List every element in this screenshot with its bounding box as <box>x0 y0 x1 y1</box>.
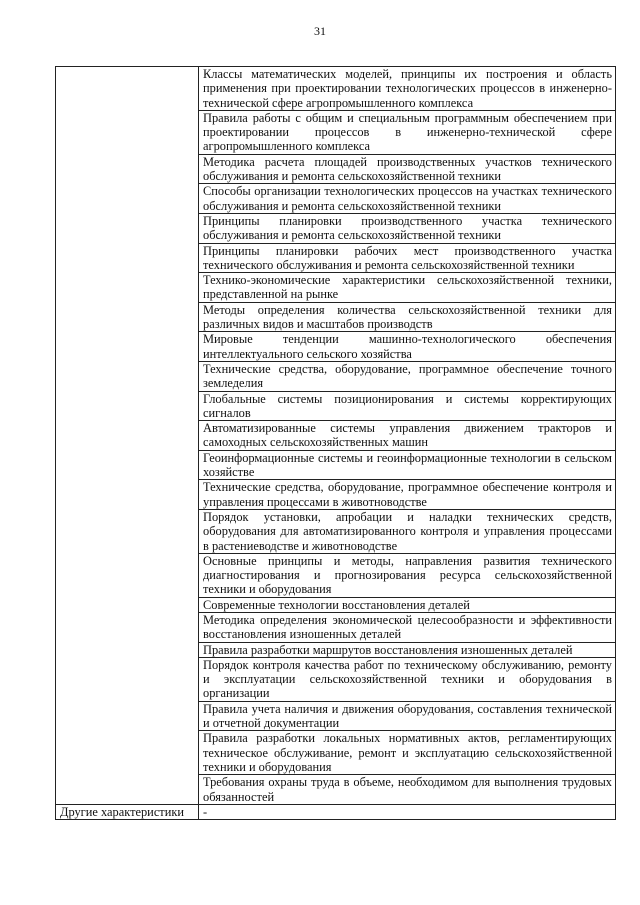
knowledge-item: Классы математических моделей, принципы их построения и область применения при проектировании технологических процессов в инженерно-технической сфере агропромышленного комплекса <box>199 67 615 111</box>
knowledge-label-cell <box>56 67 199 805</box>
knowledge-row <box>56 67 616 805</box>
knowledge-item: Правила разработки маршрутов восстановления изношенных деталей <box>199 643 615 658</box>
knowledge-item: Основные принципы и методы, направления развития технического диагностирования и прогнозирования ресурса сельскохозяйственной техники и оборудования <box>199 554 615 598</box>
other-characteristics-label: Другие характеристики <box>56 804 199 819</box>
knowledge-item: Автоматизированные системы управления движением тракторов и самоходных сельскохозяйственных машин <box>199 421 615 451</box>
other-characteristics-row <box>56 804 616 819</box>
other-characteristics-value: - <box>199 804 616 819</box>
knowledge-item: Способы организации технологических процессов на участках технического обслуживания и ремонта сельскохозяйственной техники <box>199 184 615 214</box>
page-number: 31 <box>314 24 326 38</box>
knowledge-list <box>199 67 616 805</box>
knowledge-item: Глобальные системы позиционирования и системы корректирующих сигналов <box>199 392 615 422</box>
knowledge-item: Принципы планировки рабочих мест производственного участка технического обслуживания и ремонта сельскохозяйственной техники <box>199 244 615 274</box>
knowledge-item: Геоинформационные системы и геоинформационные технологии в сельском хозяйстве <box>199 451 615 481</box>
knowledge-item: Технико-экономические характеристики сельскохозяйственной техники, представленной на рынке <box>199 273 615 303</box>
knowledge-item: Методы определения количества сельскохозяйственной техники для различных видов и масштабов производств <box>199 303 615 333</box>
requirements-table <box>55 66 616 820</box>
knowledge-item: Принципы планировки производственного участка технического обслуживания и ремонта сельскохозяйственной техники <box>199 214 615 244</box>
knowledge-item: Требования охраны труда в объеме, необходимом для выполнения трудовых обязанностей <box>203 775 612 804</box>
knowledge-item: Правила учета наличия и движения оборудования, составления технической и отчетной документации <box>199 702 615 732</box>
knowledge-item: Методика расчета площадей производственных участков технического обслуживания и ремонта сельскохозяйственной техники <box>199 155 615 185</box>
knowledge-item: Правила работы с общим и специальным программным обеспечением при проектировании процессов в инженерно-технической сфере агропромышленного комплекса <box>199 111 615 155</box>
knowledge-item: Технические средства, оборудование, программное обеспечение контроля и управления процессами в животноводстве <box>199 480 615 510</box>
knowledge-item: Правила разработки локальных нормативных актов, регламентирующих техническое обслуживание, ремонт и эксплуатацию сельскохозяйственной техники и оборудования <box>199 731 615 775</box>
knowledge-item: Мировые тенденции машинно-технологического обеспечения интеллектуального сельского хозяйства <box>199 332 615 362</box>
knowledge-item: Современные технологии восстановления деталей <box>199 598 615 613</box>
knowledge-item: Методика определения экономической целесообразности и эффективности восстановления изношенных деталей <box>199 613 615 643</box>
knowledge-item: Порядок установки, апробации и наладки технических средств, оборудования для автоматизированного контроля и управления процессами в растениеводстве и животноводстве <box>199 510 615 554</box>
knowledge-item: Технические средства, оборудование, программное обеспечение точного земледелия <box>199 362 615 392</box>
knowledge-item: Порядок контроля качества работ по техническому обслуживанию, ремонту и эксплуатации сельскохозяйственной техники и оборудования в организации <box>199 658 615 702</box>
